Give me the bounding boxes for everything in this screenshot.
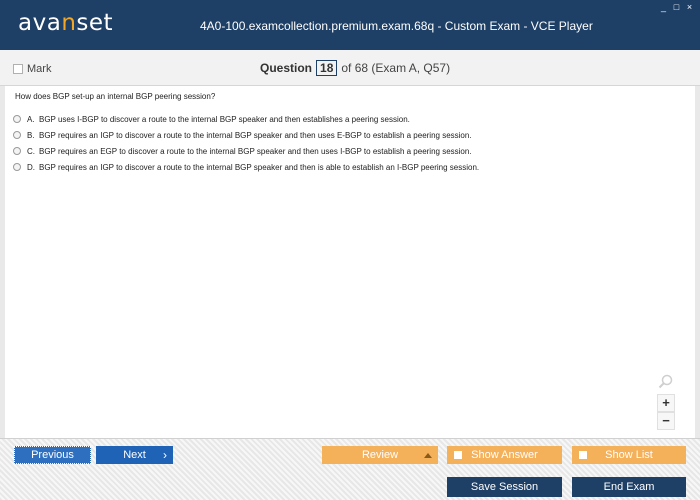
save-session-label: Save Session — [470, 481, 539, 493]
question-number-input[interactable]: 18 — [316, 60, 337, 76]
title-bar — [0, 0, 700, 50]
review-label: Review — [361, 449, 399, 461]
zoom-in-button[interactable]: + — [657, 394, 675, 412]
question-content — [0, 86, 700, 438]
radio-icon[interactable] — [13, 115, 21, 123]
close-icon[interactable]: × — [686, 2, 693, 12]
minimize-icon[interactable]: _ — [660, 2, 666, 12]
checkbox-icon — [454, 451, 462, 459]
answer-text: BGP requires an EGP to discover a route to the internal BGP speaker and then uses I-BGP to establish a peering session. — [39, 146, 472, 156]
magnifier-icon — [658, 374, 674, 390]
checkbox-icon — [579, 451, 587, 459]
answer-option-c[interactable] — [13, 143, 479, 159]
checkbox-icon[interactable] — [13, 64, 23, 74]
radio-icon[interactable] — [13, 131, 21, 139]
save-session-button[interactable] — [447, 477, 562, 497]
answer-list — [13, 111, 479, 175]
maximize-icon[interactable]: □ — [673, 2, 680, 12]
next-button[interactable] — [96, 446, 173, 464]
window-title: 4A0-100.examcollection.premium.exam.68q - Custom Exam - VCE Player — [200, 19, 593, 33]
answer-letter: A. — [27, 114, 35, 124]
answer-letter: B. — [27, 130, 35, 140]
show-answer-label: Show Answer — [471, 449, 538, 461]
previous-button[interactable] — [14, 446, 91, 464]
radio-icon[interactable] — [13, 163, 21, 171]
question-total: of 68 (Exam A, Q57) — [341, 61, 451, 75]
answer-text: BGP requires an IGP to discover a route to the internal BGP speaker and then is able to establish an I-BGP peering session. — [39, 162, 480, 172]
answer-letter: C. — [27, 146, 35, 156]
answer-text: BGP requires an IGP to discover a route to the internal BGP speaker and then uses E-BGP to establish a peering session. — [39, 130, 472, 140]
question-counter — [260, 60, 450, 76]
zoom-out-button[interactable]: − — [657, 412, 675, 430]
footer-bar — [0, 438, 700, 500]
mark-checkbox[interactable] — [13, 63, 51, 75]
show-list-button[interactable] — [572, 446, 686, 464]
answer-option-a[interactable] — [13, 111, 479, 127]
radio-icon[interactable] — [13, 147, 21, 155]
show-list-label: Show List — [605, 449, 653, 461]
answer-text: BGP uses I-BGP to discover a route to the internal BGP speaker and then establishes a peering session. — [39, 114, 410, 124]
end-exam-button[interactable] — [572, 477, 686, 497]
next-label: Next — [123, 449, 146, 461]
show-answer-button[interactable] — [447, 446, 562, 464]
triangle-up-icon — [424, 453, 432, 458]
chevron-right-icon: › — [163, 448, 167, 462]
window-controls — [659, 3, 694, 12]
answer-letter: D. — [27, 162, 35, 172]
question-header — [0, 50, 700, 86]
question-text: How does BGP set-up an internal BGP peering session? — [15, 92, 216, 101]
question-label: Question — [260, 61, 313, 75]
zoom-controls — [657, 374, 675, 430]
previous-label: Previous — [31, 449, 74, 461]
avanset-logo: avanset — [18, 10, 114, 36]
answer-option-b[interactable] — [13, 127, 479, 143]
review-button[interactable] — [322, 446, 438, 464]
mark-label: Mark — [27, 63, 52, 75]
end-exam-label: End Exam — [603, 481, 655, 493]
answer-option-d[interactable] — [13, 159, 479, 175]
